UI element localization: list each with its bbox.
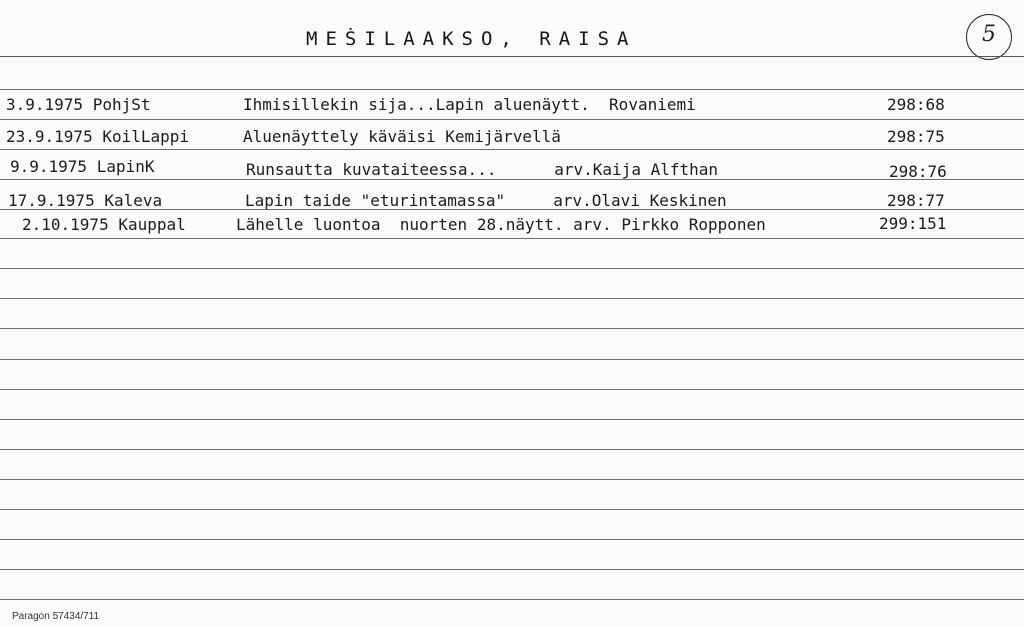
ruled-line xyxy=(0,119,1024,120)
entry-date-source: 17.9.1975 Kaleva xyxy=(8,191,163,210)
entry-description: Ihmisillekin sija...Lapin aluenäytt. Rovaniemi xyxy=(243,95,696,114)
entry-reference: 298:75 xyxy=(887,127,945,146)
ruled-line xyxy=(0,419,1024,420)
ruled-line xyxy=(0,149,1024,150)
entry-date-source: 3.9.1975 PohjSt xyxy=(6,95,151,114)
entry-date-source: 9.9.1975 LapinK xyxy=(10,157,155,176)
ruled-line xyxy=(0,328,1024,329)
entry-date-source: 23.9.1975 KoilLappi xyxy=(6,127,190,146)
ruled-line xyxy=(0,539,1024,540)
entry-reference: 298:76 xyxy=(889,162,947,181)
entry-date-source: 2.10.1975 Kauppal xyxy=(22,215,186,234)
entry-description: Aluenäyttely käväisi Kemijärvellä xyxy=(243,127,561,146)
ruled-line xyxy=(0,599,1024,600)
ruled-line xyxy=(0,359,1024,360)
entry-description: Lapin taide "eturintamassa" arv.Olavi Keskinen xyxy=(245,191,727,210)
entry-description: Lähelle luontoa nuorten 28.näytt. arv. Pirkko Ropponen xyxy=(236,215,766,234)
ruled-line xyxy=(0,238,1024,239)
ruled-line xyxy=(0,268,1024,269)
entry-reference: 298:68 xyxy=(887,95,945,114)
ruled-line xyxy=(0,298,1024,299)
card-number-circle: 5 xyxy=(966,14,1012,60)
entry-reference: 298:77 xyxy=(887,191,945,210)
ruled-line xyxy=(0,569,1024,570)
print-code: Paragon 57434/711 xyxy=(12,611,100,622)
card-title: MEṠILAAKSO, RAISA xyxy=(306,28,637,50)
ruled-line xyxy=(0,89,1024,90)
entry-description: Runsautta kuvataiteessa... arv.Kaija Alfthan xyxy=(246,160,719,179)
ruled-line xyxy=(0,509,1024,510)
ruled-line xyxy=(0,449,1024,450)
ruled-line xyxy=(0,479,1024,480)
ruled-line xyxy=(0,389,1024,390)
header-rule xyxy=(0,56,1024,57)
entry-reference: 299:151 xyxy=(879,214,947,233)
